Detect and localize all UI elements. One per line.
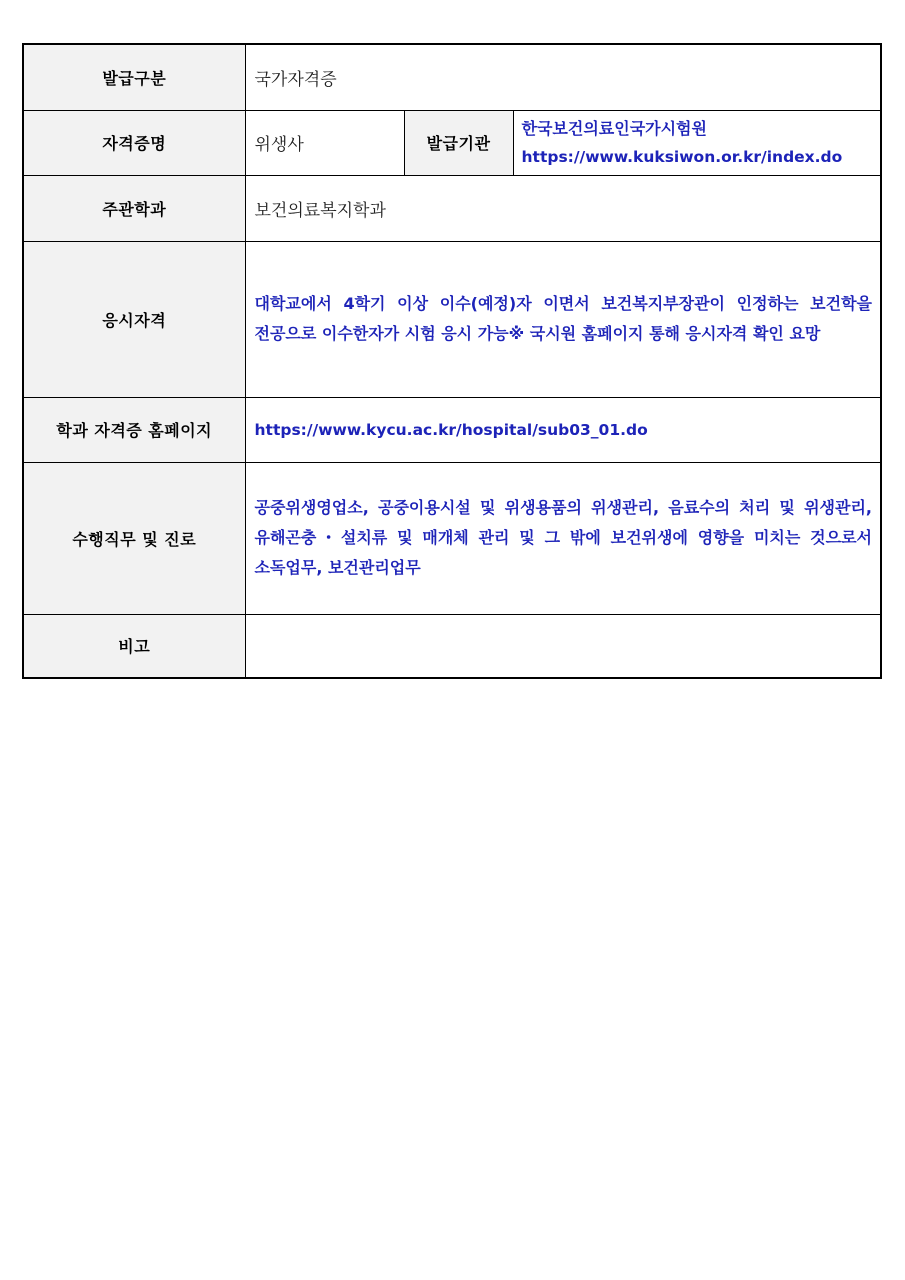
certificate-info-table <box>22 43 882 679</box>
row-duties <box>23 462 881 614</box>
issuer-cell <box>513 110 881 175</box>
issue-type-value: 국가자격증 <box>245 44 881 110</box>
row-remarks <box>23 614 881 678</box>
cert-name-label: 자격증명 <box>23 110 245 175</box>
row-cert-name <box>23 110 881 175</box>
department-value: 보건의료복지학과 <box>245 175 881 241</box>
remarks-label: 비고 <box>23 614 245 678</box>
duties-value: 공중위생영업소, 공중이용시설 및 위생용품의 위생관리, 음료수의 처리 및 위생관리, 유해곤충・설치류 및 매개체 관리 및 그 밖에 보건위생에 영향을 미치는 것으로서 소독업무, 보건관리업무 <box>245 462 881 614</box>
department-label: 주관학과 <box>23 175 245 241</box>
duties-label: 수행직무 및 진로 <box>23 462 245 614</box>
row-eligibility <box>23 241 881 397</box>
homepage-url-link[interactable]: https://www.kycu.ac.kr/hospital/sub03_01.do <box>245 397 881 462</box>
cert-name-value: 위생사 <box>245 110 404 175</box>
homepage-label: 학과 자격증 홈페이지 <box>23 397 245 462</box>
issuer-url-link[interactable]: https://www.kuksiwon.or.kr/index.do <box>521 147 843 166</box>
row-homepage <box>23 397 881 462</box>
row-department <box>23 175 881 241</box>
remarks-value <box>245 614 881 678</box>
issue-type-label: 발급구분 <box>23 44 245 110</box>
eligibility-value: 대학교에서 4학기 이상 이수(예정)자 이면서 보건복지부장관이 인정하는 보건학을 전공으로 이수한자가 시험 응시 가능※ 국시원 홈페이지 통해 응시자격 확인 요망 <box>245 241 881 397</box>
issuer-label: 발급기관 <box>404 110 513 175</box>
issuer-name: 한국보건의료인국가시험원 <box>521 118 707 138</box>
eligibility-label: 응시자격 <box>23 241 245 397</box>
row-issue-type <box>23 44 881 110</box>
